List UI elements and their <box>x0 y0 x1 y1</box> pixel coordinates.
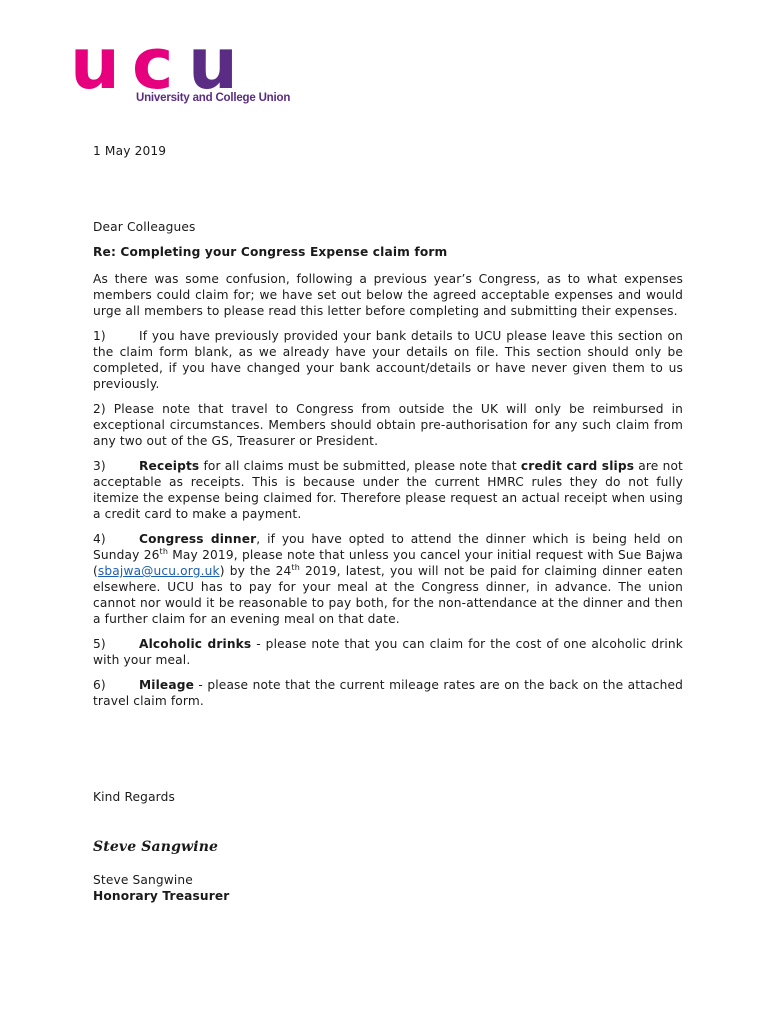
paragraph-text: , if you have opted to attend the dinner which is being held on Sunday 26 <box>93 532 683 562</box>
signer-name: Steve Sangwine <box>93 873 193 887</box>
intro-paragraph: As there was some confusion, following a previous year’s Congress, as to what expenses members could claim for; we have set out below the agreed acceptable expenses and would urge all members to please read this letter before completing and submitting their expenses. <box>93 272 683 318</box>
paragraph-text: for all claims must be submitted, please note that <box>199 459 521 473</box>
paragraph-mileage <box>93 677 683 709</box>
ucu-wordmark-u2: u <box>188 30 234 105</box>
paragraph-text: are not acceptable as receipts. This is because under the current HMRC rules they do not fully itemize the expense being claimed for. Therefore please request an actual receipt when using a credit card to make a payment. <box>93 459 683 521</box>
paragraph-text: If you have previously provided your bank details to UCU please leave this section on the claim form blank, as we already have your details on file. This section should only be completed, if you have changed your bank account/details or have never given them to us previously. <box>93 329 683 391</box>
paragraph-receipts <box>93 458 683 522</box>
paragraph-text: - please note that you can claim for the cost of one alcoholic drink with your meal. <box>93 637 683 667</box>
paragraph-congress-dinner <box>93 531 683 627</box>
ordinal-suffix: th <box>291 563 300 572</box>
signature: Steve Sangwine <box>93 839 219 855</box>
paragraph-text: 2019, latest, you will not be paid for claiming dinner eaten elsewhere. UCU has to pay for your meal at the Congress dinner, in advance. The union cannot nor would it be reasonable to pay both, for the non-attendance at the dinner and then a further claim for an evening meal on that date. <box>93 564 683 626</box>
ordinal-suffix: th <box>159 547 169 556</box>
email-link[interactable]: sbajwa@ucu.org.uk <box>97 564 220 578</box>
paragraph-text: - please note that the current mileage rates are on the back on the attached travel claim form. <box>93 678 683 708</box>
letter-paragraphs <box>93 271 683 718</box>
paragraph-number: 5) <box>93 637 106 651</box>
paragraph-alcoholic-drinks <box>93 636 683 668</box>
paragraph-number: 6) <box>93 678 106 692</box>
paragraph-travel: 2) Please note that travel to Congress from outside the UK will only be reimbursed in exceptional circumstances. Members should obtain pre-authorisation for any such claim from any two out of the GS, Treasurer or President. <box>93 402 683 448</box>
closing: Kind Regards <box>93 790 176 804</box>
mileage-heading: Mileage <box>139 678 195 692</box>
paragraph-text: May 2019, please note that unless you cancel your initial request with Sue Bajwa ( <box>93 548 683 578</box>
logo-tagline: University and College Union <box>136 92 291 104</box>
paragraph-text: ) by the 24 <box>219 564 292 578</box>
paragraph-number: 1) <box>93 329 106 343</box>
alcoholic-drinks-heading: Alcoholic drinks <box>139 637 252 651</box>
letter-date: 1 May 2019 <box>93 144 167 158</box>
congress-dinner-heading: Congress dinner <box>139 532 257 546</box>
paragraph-number: 4) <box>93 532 106 546</box>
receipts-heading: Receipts <box>139 459 200 473</box>
credit-card-slips-emphasis: credit card slips <box>520 459 635 473</box>
paragraph-number: 3) <box>93 459 106 473</box>
paragraph-bank-details <box>93 328 683 392</box>
salutation: Dear Colleagues <box>93 220 196 234</box>
subject-line: Re: Completing your Congress Expense claim form <box>93 245 448 259</box>
ucu-wordmark-c: c <box>132 30 170 105</box>
ucu-wordmark-u1: u <box>70 30 116 105</box>
signer-title: Honorary Treasurer <box>93 889 230 903</box>
